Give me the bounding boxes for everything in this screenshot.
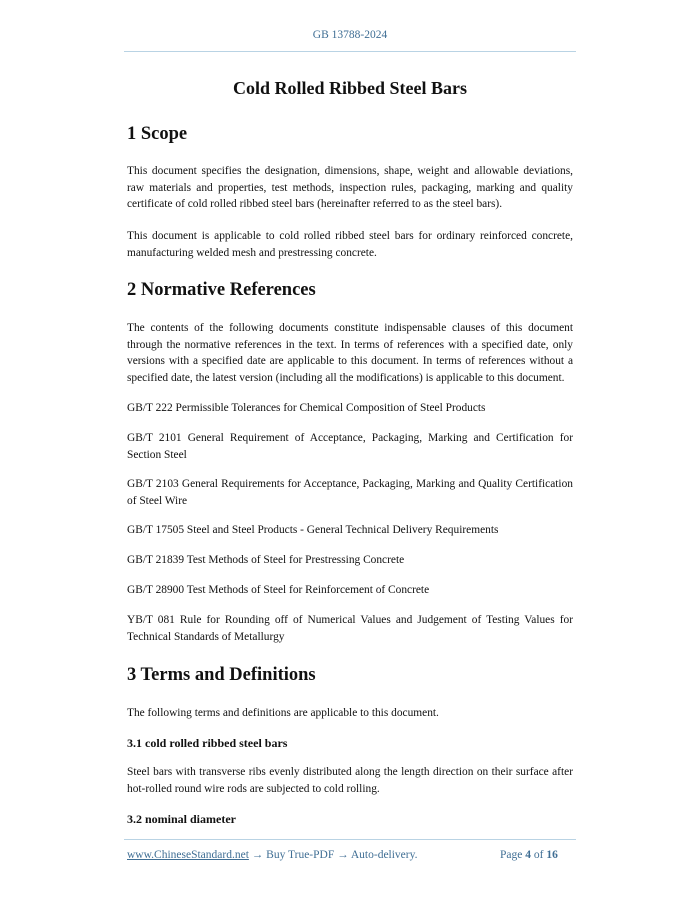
page-total: 16 xyxy=(546,849,558,861)
section-heading-normative-references: 2 Normative References xyxy=(127,280,316,300)
header-doc-code: GB 13788-2024 xyxy=(312,29,388,41)
term-heading: 3.1 cold rolled ribbed steel bars xyxy=(127,736,288,750)
paragraph: The following terms and definitions are applicable to this document. xyxy=(127,707,439,719)
paragraph: This document specifies the designation, dimensions, shape, weight and allowable deviations, raw materials and properties, test methods, inspection rules, packaging, marking and quality certificate of cold rolled ribbed steel bars (hereinafter referred to as the steel bars). xyxy=(127,165,573,211)
reference-item: YB/T 081 Rule for Rounding off of Numerical Values and Judgement of Testing Values for Technical Standards of Metallurgy xyxy=(127,614,573,643)
document-title: Cold Rolled Ribbed Steel Bars xyxy=(232,78,468,98)
reference-item: GB/T 222 Permissible Tolerances for Chemical Composition of Steel Products xyxy=(127,402,486,414)
page-label: Page xyxy=(500,849,523,861)
website-link[interactable]: www.ChineseStandard.net xyxy=(127,849,249,861)
footer-divider xyxy=(124,839,576,840)
arrow-right-icon: → xyxy=(337,849,349,861)
section-heading-scope: 1 Scope xyxy=(127,124,188,144)
delivery-text: Auto-delivery. xyxy=(350,849,418,861)
of-label: of xyxy=(533,849,544,861)
reference-item: GB/T 21839 Test Methods of Steel for Prestressing Concrete xyxy=(127,554,405,566)
paragraph: This document is applicable to cold rolled ribbed steel bars for ordinary reinforced concrete, manufacturing welded mesh and prestressing concrete. xyxy=(127,230,573,259)
header-divider xyxy=(124,51,576,52)
page-number: 4 xyxy=(525,849,531,861)
footer-promo xyxy=(127,849,418,861)
term-definition: Steel bars with transverse ribs evenly distributed along the length direction on their surface after hot-rolled round wire rods are subjected to cold rolling. xyxy=(127,766,573,795)
reference-item: GB/T 28900 Test Methods of Steel for Reinforcement of Concrete xyxy=(127,584,430,596)
arrow-right-icon: → xyxy=(251,849,264,861)
page-indicator xyxy=(500,849,558,861)
reference-item: GB/T 17505 Steel and Steel Products - General Technical Delivery Requirements xyxy=(127,524,499,536)
paragraph: The contents of the following documents constitute indispensable clauses of this document through the normative references in the text. In terms of references with a specified date, only versions with a specified date are applicable to this document. In terms of references without a specified date, the latest version (including all the modifications) is applicable to this document. xyxy=(127,322,573,384)
term-heading: 3.2 nominal diameter xyxy=(127,812,236,826)
reference-item: GB/T 2103 General Requirements for Acceptance, Packaging, Marking and Quality Certification of Steel Wire xyxy=(127,478,573,507)
section-heading-terms: 3 Terms and Definitions xyxy=(127,665,316,685)
reference-item: GB/T 2101 General Requirement of Acceptance, Packaging, Marking and Certification for Section Steel xyxy=(127,432,573,461)
buy-pdf-text: Buy True-PDF xyxy=(266,849,335,861)
